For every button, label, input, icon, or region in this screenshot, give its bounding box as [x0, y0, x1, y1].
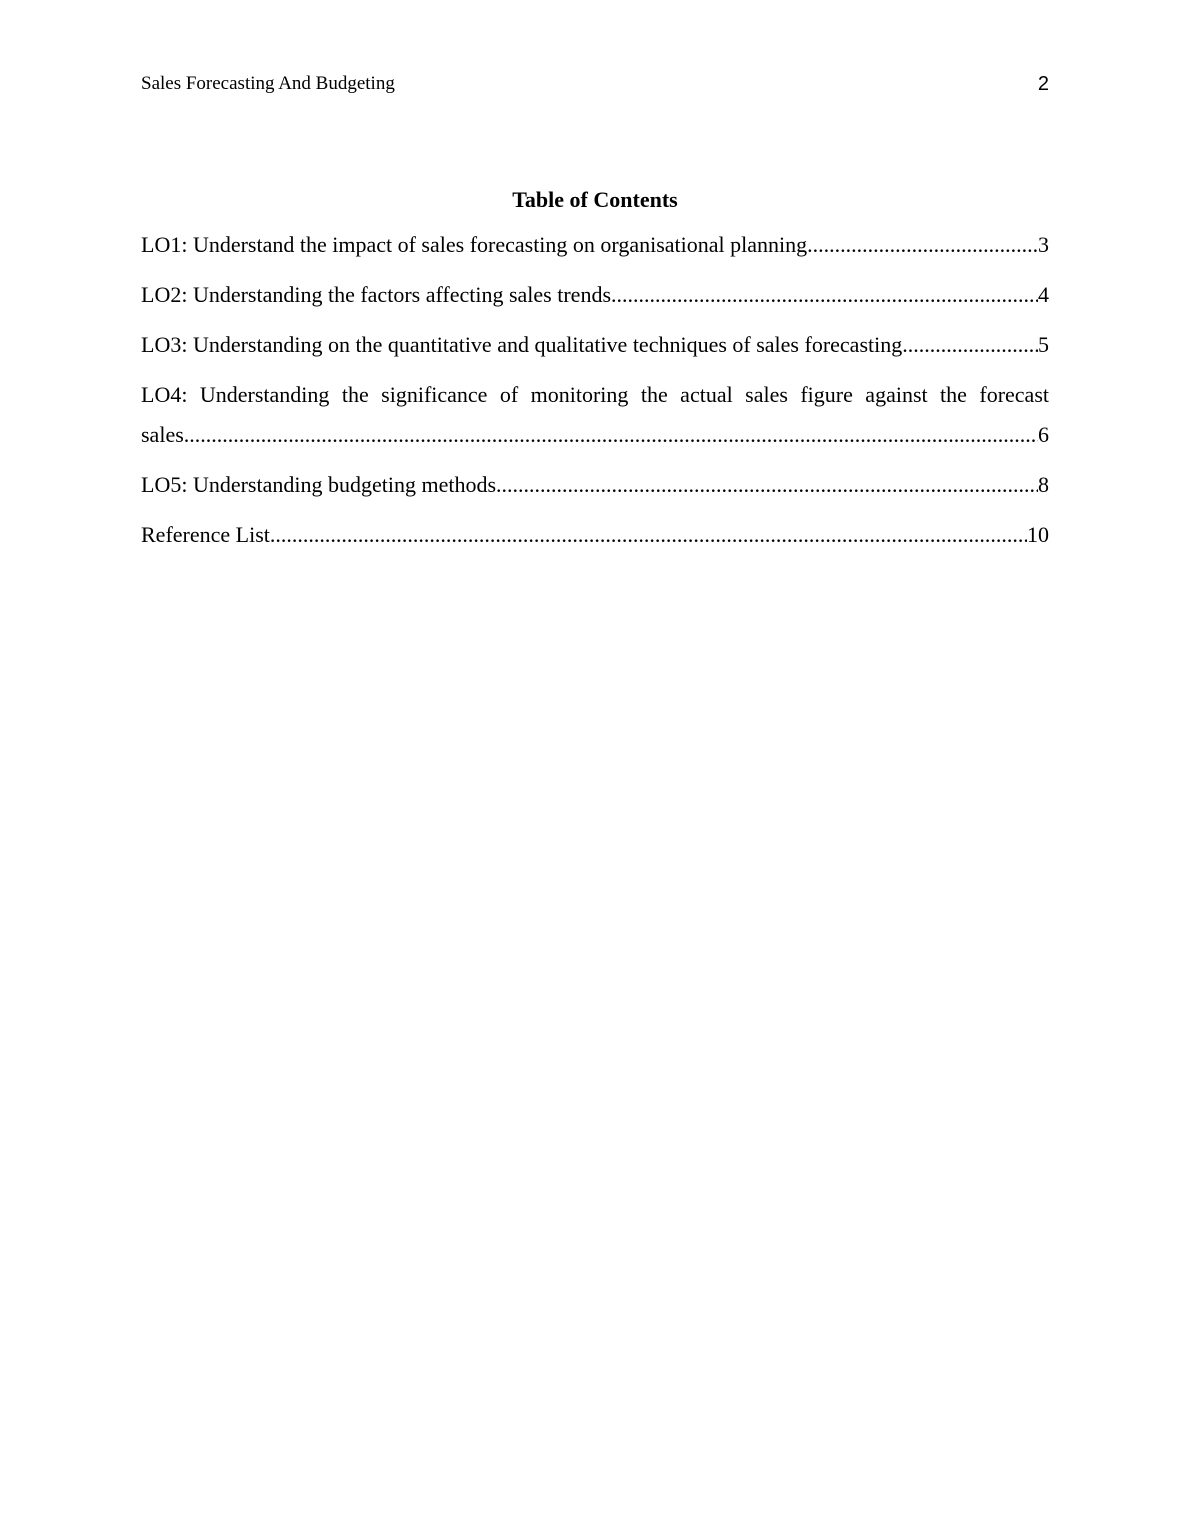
toc-entry-text: LO2: Understanding the factors affecting sales trends	[141, 282, 612, 307]
toc-title: Table of Contents	[512, 187, 678, 212]
dot-leader	[496, 465, 1038, 505]
toc-entry-page: 4	[1038, 282, 1049, 307]
toc-entry-lo3[interactable]	[141, 325, 1049, 365]
dot-leader	[807, 225, 1038, 265]
dot-leader	[902, 325, 1038, 365]
table-of-contents	[141, 185, 1049, 565]
toc-entry-text: LO3: Understanding on the quantitative and qualitative techniques of sales forecasting	[141, 332, 903, 357]
toc-entry-page: 8	[1038, 472, 1049, 497]
toc-entry-text: LO1: Understand the impact of sales forecasting on organisational planning	[141, 232, 808, 257]
toc-entry-text: LO4: Understanding the significance of monitoring the actual sales figure against the forecast	[141, 382, 1049, 407]
toc-entry-page: 10	[1027, 522, 1049, 547]
toc-entry-page: 6	[1038, 422, 1049, 447]
toc-entry-text: Reference List	[141, 522, 270, 547]
page-header	[141, 72, 1049, 98]
toc-entry-lo2[interactable]	[141, 275, 1049, 315]
dot-leader	[184, 415, 1038, 455]
running-head: Sales Forecasting And Budgeting	[141, 73, 395, 94]
dot-leader	[270, 515, 1027, 555]
toc-entry-reference-list[interactable]	[141, 515, 1049, 555]
toc-entry-lo1[interactable]	[141, 225, 1049, 265]
toc-entry-page: 3	[1038, 232, 1049, 257]
toc-entry-text: LO5: Understanding budgeting methods	[141, 472, 497, 497]
toc-entry-lo4[interactable]	[141, 375, 1049, 455]
toc-entry-page: 5	[1038, 332, 1049, 357]
dot-leader	[611, 275, 1038, 315]
toc-entry-text-continued: sales	[141, 422, 184, 447]
page-number: 2	[1037, 73, 1049, 95]
toc-entry-lo5[interactable]	[141, 465, 1049, 505]
